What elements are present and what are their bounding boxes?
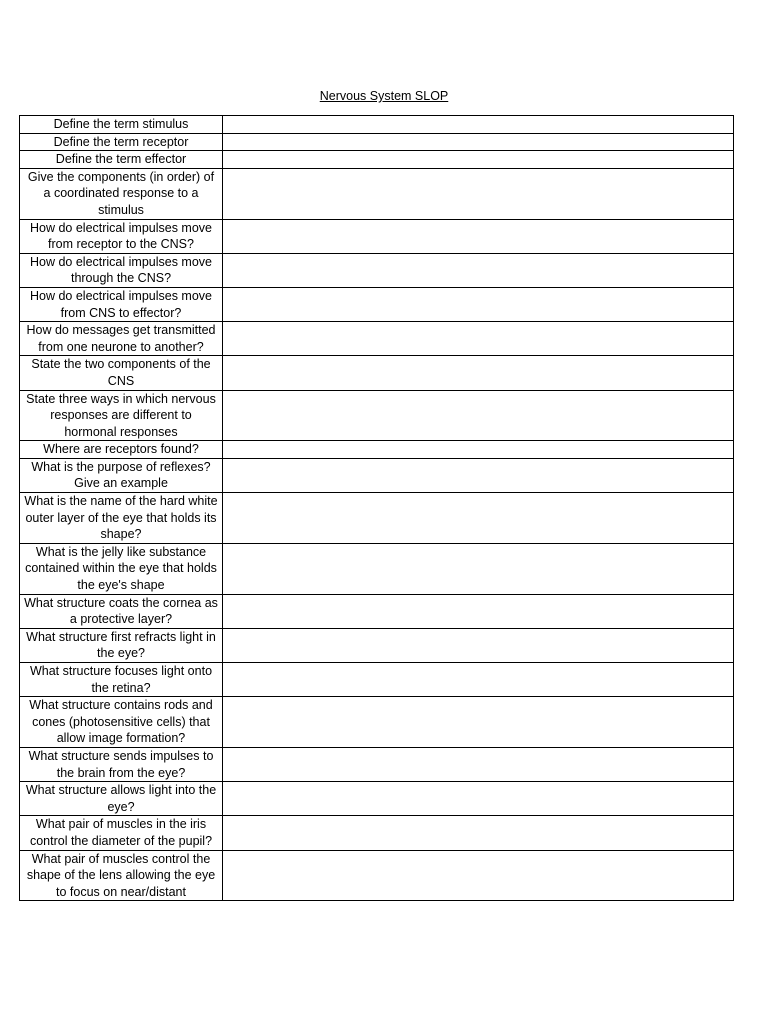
question-cell: Define the term effector — [20, 151, 223, 169]
table-row — [20, 116, 734, 134]
question-cell: What structure sends impulses to the brain from the eye? — [20, 747, 223, 781]
question-cell: Define the term stimulus — [20, 116, 223, 134]
page-title: Nervous System SLOP — [319, 89, 449, 103]
answer-cell[interactable] — [223, 697, 734, 748]
answer-cell[interactable] — [223, 543, 734, 594]
question-cell: State three ways in which nervous responses are different to hormonal responses — [20, 390, 223, 441]
table-row — [20, 458, 734, 492]
answer-cell[interactable] — [223, 133, 734, 151]
table-row — [20, 850, 734, 901]
question-cell: What is the name of the hard white outer layer of the eye that holds its shape? — [20, 493, 223, 544]
table-row — [20, 441, 734, 459]
question-cell: What structure coats the cornea as a protective layer? — [20, 594, 223, 628]
answer-cell[interactable] — [223, 168, 734, 219]
table-row — [20, 782, 734, 816]
answer-cell[interactable] — [223, 782, 734, 816]
answer-cell[interactable] — [223, 151, 734, 169]
question-table — [19, 115, 734, 901]
table-row — [20, 253, 734, 287]
table-row — [20, 663, 734, 697]
answer-cell[interactable] — [223, 747, 734, 781]
question-cell: How do electrical impulses move from receptor to the CNS? — [20, 219, 223, 253]
answer-cell[interactable] — [223, 390, 734, 441]
answer-cell[interactable] — [223, 663, 734, 697]
question-cell: What is the purpose of reflexes? Give an example — [20, 458, 223, 492]
question-cell: How do electrical impulses move from CNS to effector? — [20, 287, 223, 321]
answer-cell[interactable] — [223, 322, 734, 356]
table-row — [20, 594, 734, 628]
table-row — [20, 390, 734, 441]
table-row — [20, 493, 734, 544]
question-cell: What is the jelly like substance contained within the eye that holds the eye's shape — [20, 543, 223, 594]
table-row — [20, 219, 734, 253]
table-row — [20, 628, 734, 662]
question-cell: How do electrical impulses move through the CNS? — [20, 253, 223, 287]
answer-cell[interactable] — [223, 253, 734, 287]
answer-cell[interactable] — [223, 219, 734, 253]
table-row — [20, 168, 734, 219]
table-row — [20, 151, 734, 169]
table-row — [20, 697, 734, 748]
table-row — [20, 322, 734, 356]
answer-cell[interactable] — [223, 116, 734, 134]
answer-cell[interactable] — [223, 356, 734, 390]
answer-cell[interactable] — [223, 441, 734, 459]
question-cell: How do messages get transmitted from one neurone to another? — [20, 322, 223, 356]
question-cell: Give the components (in order) of a coordinated response to a stimulus — [20, 168, 223, 219]
question-cell: What structure first refracts light in the eye? — [20, 628, 223, 662]
answer-cell[interactable] — [223, 594, 734, 628]
answer-cell[interactable] — [223, 816, 734, 850]
question-cell: Define the term receptor — [20, 133, 223, 151]
question-cell: What structure contains rods and cones (photosensitive cells) that allow image formation? — [20, 697, 223, 748]
question-cell: What structure focuses light onto the retina? — [20, 663, 223, 697]
table-row — [20, 356, 734, 390]
answer-cell[interactable] — [223, 493, 734, 544]
question-cell: State the two components of the CNS — [20, 356, 223, 390]
table-row — [20, 287, 734, 321]
table-row — [20, 747, 734, 781]
table-row — [20, 133, 734, 151]
table-row — [20, 543, 734, 594]
answer-cell[interactable] — [223, 287, 734, 321]
answer-cell[interactable] — [223, 628, 734, 662]
question-cell: What pair of muscles in the iris control the diameter of the pupil? — [20, 816, 223, 850]
question-cell: Where are receptors found? — [20, 441, 223, 459]
question-cell: What structure allows light into the eye? — [20, 782, 223, 816]
table-row — [20, 816, 734, 850]
answer-cell[interactable] — [223, 850, 734, 901]
question-cell: What pair of muscles control the shape of the lens allowing the eye to focus on near/distant — [20, 850, 223, 901]
answer-cell[interactable] — [223, 458, 734, 492]
